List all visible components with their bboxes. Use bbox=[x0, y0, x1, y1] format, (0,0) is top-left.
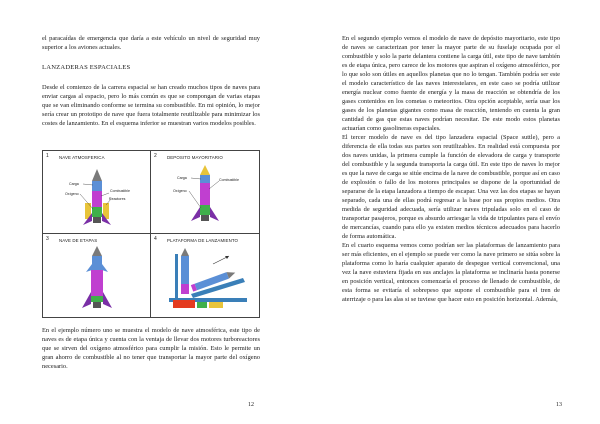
right-column-text bbox=[342, 34, 560, 304]
label-reactors: Reactores bbox=[109, 197, 126, 201]
figure-cell-1 bbox=[43, 151, 151, 234]
staged-ship-drawing bbox=[43, 234, 151, 317]
label-oxygen: Oxígeno bbox=[65, 192, 79, 196]
label-fuel: Combustible bbox=[110, 189, 130, 193]
main-tank-ship-drawing bbox=[151, 151, 259, 234]
paragraph-1: Desde el comienzo de la carrera espacial se han creado muchos tipos de naves para enviar cargas al espacio, pero lo más común es que se compongan de varias etapas que se van eliminando conforme se termina su combustible. En mi opinión, lo mejor sería crear un prototipo de nave que fuera totalmente reutilizable para minimizar los costes de lanzamiento. En el esquema inferior se muestran varios modelos posibles. bbox=[42, 84, 260, 127]
atmospheric-ship-drawing bbox=[43, 151, 151, 234]
cell-number: 2 bbox=[154, 153, 157, 159]
cell-number: 4 bbox=[154, 236, 157, 242]
cell-title: PLATAFORMA DE LANZAMIENTO bbox=[167, 238, 239, 243]
paragraph-2: En el ejemplo número uno se muestra el modelo de nave atmosférica, este tipo de naves es de etapa única y cuenta con la ventaja de llevar dos motores turboreactores que se sirven del oxígeno atmosférico para cumplir la misión. Esto le permite un gran ahorro de combustible al no tener que transportar la mayor parte del oxígeno necesario. bbox=[42, 327, 260, 370]
figure-cell-4 bbox=[151, 234, 259, 317]
right-page bbox=[300, 0, 600, 424]
figure-cell-2 bbox=[151, 151, 259, 234]
cell-number: 3 bbox=[46, 236, 49, 242]
section-heading: LANZADERAS ESPACIALES bbox=[42, 64, 131, 71]
paragraph: En el segundo ejemplo vemos el modelo de nave de depósito mayoritario, este tipo de naves se caracterizan por tener la mayor parte de su fuselaje ocupada por el combustible y solo la parte delantera contiene la carga útil, este tipo de nave también es de etapa única, pero carece de los motores que aspiran el oxígeno atmosférico, por lo que solo son útiles en aquellos planetas que no lo tengan. También podría ser este el modelo característico de las naves interestelares, en este caso se podría utilizar energía nuclear como fuente de energía y la masa de reacción se obtendría de los gases contenidos en los cometas o meteoritos. Otra opción aceptable, sería usar los gases de los planetas gigantes como masa de reacción, teniendo en cuenta la gran cantidad de gas que estas naves podrían necesitar. De este modo estos planetas actuarían como gasolineras espaciales. bbox=[342, 35, 560, 132]
label-cargo: Carga bbox=[177, 176, 187, 180]
cell-title: NAVE DE ETAPAS bbox=[59, 238, 98, 243]
cell-number: 1 bbox=[46, 153, 49, 159]
paragraph: El tercer modelo de nave es del tipo lanzadera espacial (Space suttle), pero a diferencia de ella todas sus partes son reutilizables. En realidad está compuesta por dos naves unidas, la primera cumple la función de elevadora de carga y transporte del combustible y la segunda transporta la carga útil. En este tipo de naves lo mejor es que la nave de carga se sitúe encima de la nave de combustible, porque así en caso de explosión o fallo de los motores principales se dispone de la oportunidad de separarse de la etapa lanzadora a tiempo de escapar. Una vez las dos etapas se hayan separado, cada una de ellas podrá regresar a la base por sus propios medios. Otra medida de seguridad adecuada, sería utilizar naves tripuladas solo en el caso de transportar pasajeros, porque es absurdo arriesgar la vida de tripulantes para el envío de mercancías, cuando para ello ya existen medios técnicos adecuados para hacerlo de forma automática. bbox=[342, 134, 560, 240]
spacecraft-figure bbox=[42, 150, 260, 318]
launch-platform-drawing bbox=[151, 234, 259, 317]
page-number: 12 bbox=[248, 402, 254, 408]
page-number: 13 bbox=[556, 402, 562, 408]
label-cargo: Carga bbox=[69, 182, 79, 186]
label-oxygen: Oxígeno bbox=[173, 189, 187, 193]
intro-paragraph: el paracaídas de emergencia que daría a este vehículo un nivel de seguridad muy superior a los aviones actuales. bbox=[42, 35, 260, 51]
label-fuel: Combustible bbox=[219, 178, 239, 182]
cell-title: DEPOSITO MAYORITARIO bbox=[167, 155, 223, 160]
figure-cell-3 bbox=[43, 234, 151, 317]
cell-title: NAVE ATMOSFERICA bbox=[59, 155, 105, 160]
paragraph: En el cuarto esquema vemos como podrían ser las plataformas de lanzamiento para ser más eficientes, en el ejemplo se puede ver como la nave primero se sitúa sobre la plataforma como lo haría cualquier aparato de despegue vertical convencional, una vez la nave estuviera fijada en sus anclajes la plataforma se inclinaría hasta ponerse en posición vertical, entonces comenzaría el proceso de llenado de combustible, de esta forma se evitaría el sobrepeso que supone el combustible para el tren de aterrizaje o para las alas si se tuviese que hacer esto en posición horizontal. Además, bbox=[342, 242, 560, 303]
